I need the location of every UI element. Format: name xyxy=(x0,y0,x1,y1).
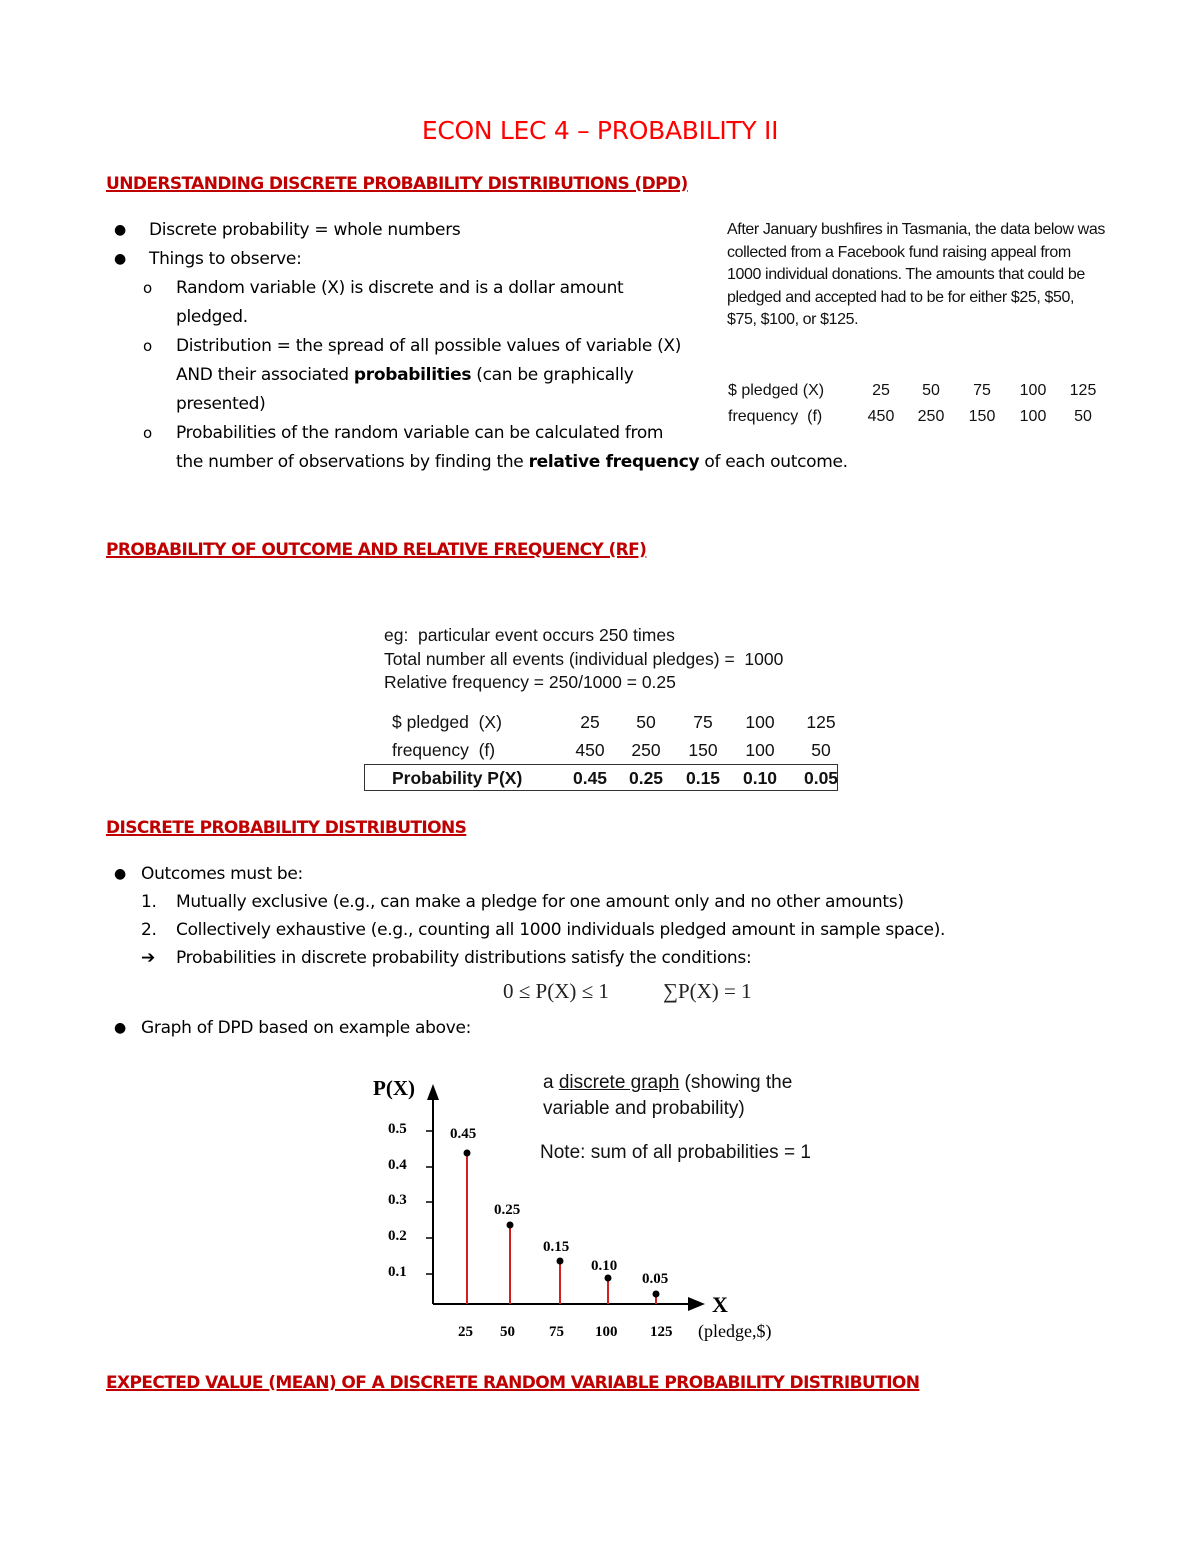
bullet-icon: ● xyxy=(114,251,126,267)
example-line: eg: particular event occurs 250 times xyxy=(384,625,675,645)
table-cell: 50 xyxy=(1074,408,1092,425)
formula-probability-bounds: 0 ≤ P(X) ≤ 1 xyxy=(503,979,609,1003)
x-axis-label: X xyxy=(712,1292,728,1317)
arrow-icon: ➔ xyxy=(141,948,155,968)
data-label: 0.15 xyxy=(543,1239,570,1255)
bullet-text: Outcomes must be: xyxy=(141,864,303,884)
y-axis-arrow-icon xyxy=(427,1084,439,1100)
section-heading-dpd: UNDERSTANDING DISCRETE PROBABILITY DISTRIBUTIONS (DPD) xyxy=(106,174,688,194)
x-tick-label: 100 xyxy=(595,1324,618,1340)
bullet-icon: ● xyxy=(114,222,126,238)
bullet-text: Graph of DPD based on example above: xyxy=(141,1018,472,1038)
row-label: frequency (f) xyxy=(728,408,823,425)
data-label: 0.05 xyxy=(642,1271,669,1287)
table-cell: 450 xyxy=(575,739,605,760)
data-label: 0.45 xyxy=(450,1126,477,1142)
table-cell: 0.10 xyxy=(742,767,778,788)
data-label: 0.10 xyxy=(591,1258,618,1274)
bullet-icon: ● xyxy=(114,1020,126,1036)
table-cell: 75 xyxy=(973,382,991,399)
sub-bullet-text xyxy=(176,361,634,390)
row-label: $ pledged (X) xyxy=(728,382,825,399)
bold-term: probabilities xyxy=(353,365,472,385)
y-tick-label: 0.2 xyxy=(388,1228,407,1244)
row-label: Probability P(X) xyxy=(392,767,523,788)
table-cell: 125 xyxy=(1069,382,1097,399)
relative-frequency-example xyxy=(384,624,783,695)
probability-table xyxy=(365,708,854,792)
text-run: AND their associated xyxy=(176,365,354,385)
point-25 xyxy=(464,1150,471,1157)
table-row xyxy=(365,708,854,736)
table-cell: 150 xyxy=(688,739,718,760)
row-label: $ pledged (X) xyxy=(392,711,502,732)
bullet-text: Things to observe: xyxy=(149,249,302,269)
x-axis-unit: (pledge,$) xyxy=(698,1321,772,1341)
table-cell: 25 xyxy=(580,711,600,732)
sub-bullet-icon: o xyxy=(143,279,152,297)
point-50 xyxy=(507,1222,514,1229)
chart-annotation: variable and probability) xyxy=(543,1098,745,1119)
point-75 xyxy=(557,1258,564,1265)
sub-bullet-text: pledged. xyxy=(176,307,248,327)
x-tick-label: 50 xyxy=(500,1324,515,1340)
text-run: (showing the xyxy=(684,1072,793,1093)
text-run: a xyxy=(543,1072,559,1093)
table-cell: 50 xyxy=(811,739,831,760)
table-cell: 125 xyxy=(806,711,836,732)
bullet-icon: ● xyxy=(114,866,126,882)
list-text: Probabilities in discrete probability distributions satisfy the conditions: xyxy=(176,948,752,968)
chart-note-sum: Note: sum of all probabilities = 1 xyxy=(540,1142,811,1163)
row-label: frequency (f) xyxy=(392,739,496,760)
table-cell: 75 xyxy=(693,711,713,732)
table-row-probability xyxy=(365,764,854,792)
list-text: Mutually exclusive (e.g., can make a pledge for one amount only and no other amounts) xyxy=(176,892,904,912)
example-description: After January bushfires in Tasmania, the data below was collected from a Facebook fund raising appeal from 1000 individual donations. The amounts that could be pledged and accepted had to be for either $25, $50, $75, $100, or $125. xyxy=(727,221,1105,328)
y-tick-label: 0.4 xyxy=(388,1157,407,1173)
x-tick-label: 25 xyxy=(458,1324,473,1340)
formula-probability-sum: ∑P(X) = 1 xyxy=(663,979,752,1003)
list-number: 2. xyxy=(141,920,157,940)
table-cell: 100 xyxy=(1019,408,1047,425)
page-title: ECON LEC 4 – PROBABILITY II xyxy=(421,116,779,145)
text-run: (can be graphically xyxy=(471,365,634,385)
table-cell: 100 xyxy=(1019,382,1047,399)
table-cell: 250 xyxy=(631,739,661,760)
sub-bullet-text: Distribution = the spread of all possible values of variable (X) xyxy=(176,336,682,356)
y-axis-label: P(X) xyxy=(373,1076,415,1100)
sub-bullet-text: Random variable (X) is discrete and is a dollar amount xyxy=(176,278,624,298)
sub-bullet-text xyxy=(176,448,848,477)
example-line: Total number all events (individual pledges) = 1000 xyxy=(384,648,784,669)
table-cell: 0.25 xyxy=(628,767,664,788)
y-tick-label: 0.1 xyxy=(388,1264,407,1280)
sub-bullet-icon: o xyxy=(143,424,152,442)
table-cell: 0.45 xyxy=(572,767,608,788)
x-tick-label: 75 xyxy=(549,1324,564,1340)
x-axis-arrow-icon xyxy=(688,1297,705,1311)
list-text: Collectively exhaustive (e.g., counting all 1000 individuals pledged amount in sample space). xyxy=(176,920,946,940)
y-tick-label: 0.3 xyxy=(388,1192,407,1208)
section-heading-expected-value: EXPECTED VALUE (MEAN) OF A DISCRETE RANDOM VARIABLE PROBABILITY DISTRIBUTION xyxy=(106,1373,920,1393)
table-row xyxy=(728,378,1108,404)
section-heading-rf: PROBABILITY OF OUTCOME AND RELATIVE FREQUENCY (RF) xyxy=(106,540,647,560)
list-number: 1. xyxy=(141,892,157,912)
table-cell: 250 xyxy=(917,408,945,425)
point-100 xyxy=(605,1275,612,1282)
x-tick-label: 125 xyxy=(650,1324,673,1340)
table-cell: 50 xyxy=(636,711,656,732)
bold-term: relative frequency xyxy=(528,452,700,472)
underlined-term: discrete graph xyxy=(558,1072,680,1093)
table-cell: 450 xyxy=(867,408,895,425)
sub-bullet-text: presented) xyxy=(176,394,266,414)
data-label: 0.25 xyxy=(494,1202,521,1218)
point-125 xyxy=(653,1291,660,1298)
table-row xyxy=(365,736,854,764)
table-cell: 50 xyxy=(922,382,940,399)
table-row xyxy=(728,404,1108,430)
table-cell: 100 xyxy=(745,711,775,732)
sub-bullet-icon: o xyxy=(143,337,152,355)
chart-annotation xyxy=(543,1072,792,1094)
dpd-stem-chart xyxy=(360,1068,860,1358)
section-heading-dpd-conditions: DISCRETE PROBABILITY DISTRIBUTIONS xyxy=(106,818,467,838)
text-run: of each outcome. xyxy=(699,452,848,472)
table-cell: 100 xyxy=(745,739,775,760)
table-cell: 0.05 xyxy=(803,767,839,788)
example-line: Relative frequency = 250/1000 = 0.25 xyxy=(384,672,676,692)
bullet-text: Discrete probability = whole numbers xyxy=(149,220,461,240)
pledge-frequency-table xyxy=(728,378,1108,430)
sub-bullet-text: Probabilities of the random variable can be calculated from xyxy=(176,423,664,443)
table-cell: 25 xyxy=(872,382,890,399)
table-cell: 150 xyxy=(968,408,996,425)
y-tick-label: 0.5 xyxy=(388,1121,407,1137)
table-cell: 0.15 xyxy=(685,767,721,788)
text-run: the number of observations by finding the xyxy=(176,452,529,472)
